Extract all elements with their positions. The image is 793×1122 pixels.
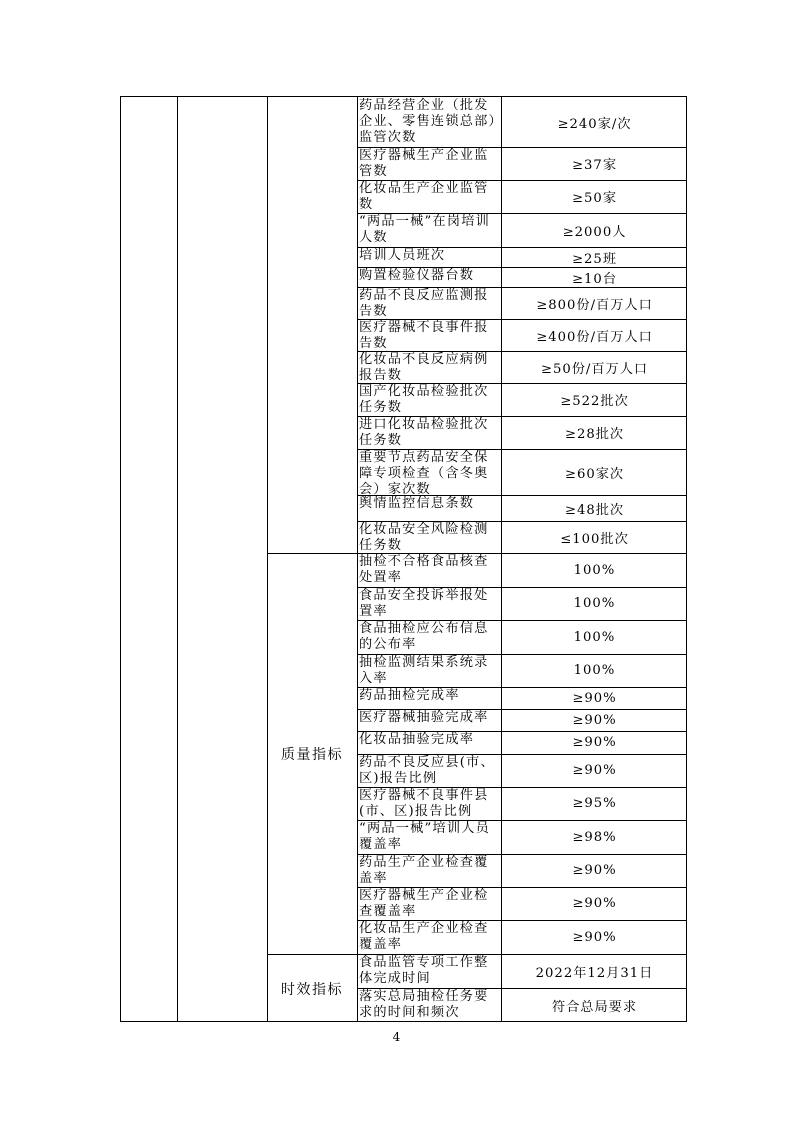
indicator-name: 医疗器械生产企业检查覆盖率 — [359, 888, 489, 919]
indicator-value: ≥50份/百万人口 — [540, 361, 649, 377]
indicator-value: ≥10台 — [571, 271, 618, 287]
indicator-name: 药品不良反应县(市、区)报告比例 — [359, 755, 495, 786]
indicator-value: 100% — [573, 596, 616, 611]
indicator-value: ≥90% — [572, 690, 617, 706]
category-timeliness: 时效指标 — [281, 981, 343, 998]
indicator-name: 化妆品安全风险检测任务数 — [359, 522, 489, 553]
indicator-name: 进口化妆品检验批次任务数 — [359, 417, 489, 448]
indicator-name: 化妆品生产企业检查覆盖率 — [359, 921, 489, 952]
indicator-value: ≥48批次 — [564, 502, 625, 518]
indicator-value: ≥2000人 — [562, 224, 627, 240]
indicator-value: ≥90% — [572, 712, 617, 728]
indicator-value: ≥60家次 — [564, 466, 625, 482]
indicator-value: ≥90% — [572, 763, 617, 778]
column-divider — [177, 97, 178, 1021]
indicator-name: 培训人员班次 — [359, 248, 446, 263]
indicator-name: 食品抽检应公布信息的公布率 — [359, 621, 489, 652]
indicator-value: ≥98% — [572, 829, 617, 845]
indicator-name: 食品监管专项工作整体完成时间 — [359, 955, 489, 986]
indicator-value: ≥800份/百万人口 — [536, 297, 653, 313]
indicator-value: 100% — [573, 562, 616, 578]
indicator-value: 100% — [573, 663, 616, 678]
indicator-value: ≥28批次 — [564, 427, 625, 442]
indicator-value: ≥37家 — [571, 158, 618, 173]
indicator-name: 医疗器械生产企业监管数 — [359, 148, 489, 179]
indicator-name: 购置检验仪器台数 — [359, 268, 475, 283]
indicator-name: 医疗器械不良事件县(市、区)报告比例 — [359, 788, 489, 819]
indicator-name: 抽检监测结果系统录入率 — [359, 655, 489, 686]
indicator-value: ≥522批次 — [560, 394, 629, 409]
category-quality: 质量指标 — [281, 746, 343, 763]
indicator-name: 药品生产企业检查覆盖率 — [359, 855, 489, 886]
indicator-name: 药品经营企业（批发企业、零售连锁总部）监管次数 — [359, 98, 497, 145]
indicator-name: 药品不良反应监测报告数 — [359, 288, 489, 319]
indicator-value: ≥25班 — [571, 251, 618, 267]
indicator-table — [120, 96, 687, 1022]
indicator-value: ≥240家/次 — [557, 116, 632, 132]
indicator-value: ≥400份/百万人口 — [536, 329, 653, 345]
indicator-name: 化妆品不良反应病例报告数 — [359, 352, 489, 383]
indicator-value: 2022年12月31日 — [535, 965, 654, 981]
indicator-name: “两品一械”培训人员覆盖率 — [359, 821, 490, 852]
indicator-name: 医疗器械抽验完成率 — [359, 710, 489, 725]
indicator-name: 医疗器械不良事件报告数 — [359, 320, 489, 351]
indicator-name: 落实总局抽检任务要求的时间和频次 — [359, 989, 489, 1020]
indicator-name: 化妆品生产企业监管数 — [359, 181, 489, 212]
indicator-value: ≥90% — [572, 863, 617, 878]
indicator-value: 符合总局要求 — [551, 1000, 638, 1015]
indicator-value: 100% — [573, 629, 616, 645]
indicator-value: ≥90% — [572, 896, 617, 911]
indicator-name: 重要节点药品安全保障专项检查（含冬奥会）家次数 — [359, 450, 489, 495]
indicator-name: 抽检不合格食品核查处置率 — [359, 554, 489, 585]
page-number: 4 — [392, 1030, 401, 1044]
indicator-value: ≥95% — [572, 796, 617, 811]
indicator-name: 舆情监控信息条数 — [359, 496, 475, 511]
indicator-name: 国产化妆品检验批次任务数 — [359, 384, 489, 415]
indicator-value: ≥90% — [572, 929, 617, 945]
indicator-name: 食品安全投诉举报处置率 — [359, 588, 489, 619]
indicator-name: 化妆品抽验完成率 — [359, 732, 475, 747]
indicator-name: 药品抽检完成率 — [359, 688, 460, 703]
indicator-value: ≥50家 — [571, 191, 618, 206]
indicator-value: ≥90% — [572, 735, 617, 750]
indicator-name: “两品一械”在岗培训人数 — [359, 214, 490, 245]
indicator-value: ≤100批次 — [560, 531, 629, 547]
